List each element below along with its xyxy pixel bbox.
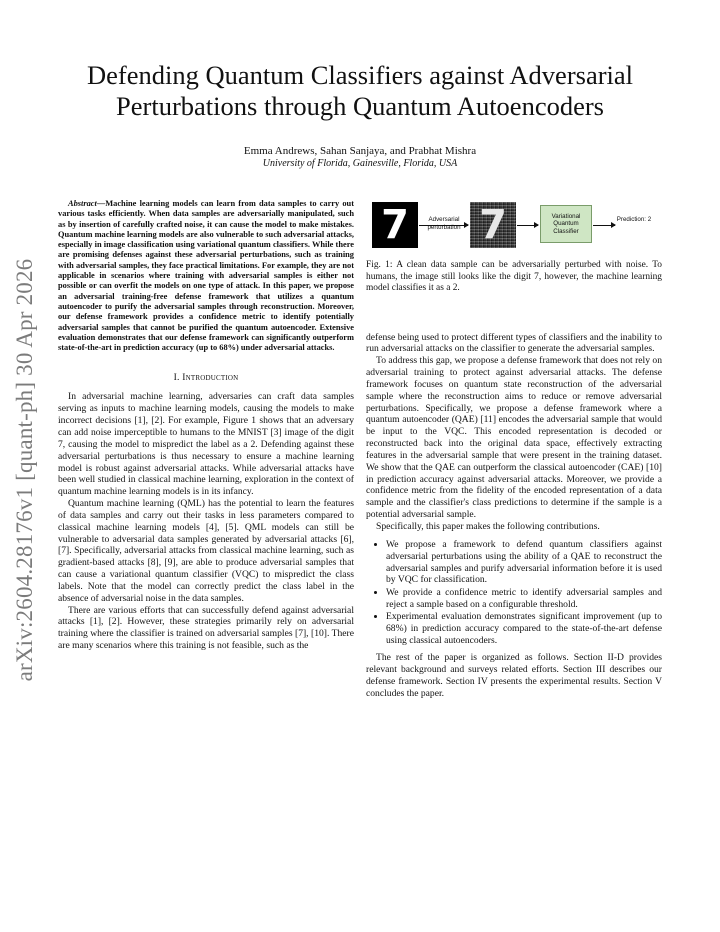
abstract-text: Machine learning models can learn from data samples to carry out various tasks efficiently. When data samples are adversarially manipulated, such as by insertion of carefully crafted noise, it can cause the model to make mistakes. Quantum machine learning models are also vulnerable to such adversarial attacks, especially in image classification using variational quantum classifiers. While there are promising defenses against these adversarial perturbations, such as training with adversarial samples, they face practical limitations. For example, they are not applicable in scenarios where training with adversarial samples is either not possible or can overfit the models on one type of attack. In this paper, we propose an adversarial training-free defense framework that utilizes a quantum autoencoder to purify the adversarial samples through reconstruction. Moreover, our defense framework provides a confidence metric to identify potentially adversarial samples that cannot be purified the quantum autoencoder. Extensive evaluation demonstrates that our defense framework can significantly outperform state-of-the-art in prediction accuracy (up to 68%) under adversarial attacks. <box>58 199 354 353</box>
author-list: Emma Andrews, Sahan Sanjaya, and Prabhat Mishra <box>243 145 477 157</box>
affiliation: University of Florida, Gainesville, Florida, USA <box>262 158 458 169</box>
classifier-box <box>540 205 592 243</box>
abstract-label: Abstract— <box>68 199 106 208</box>
arrow-to-prediction <box>593 225 615 226</box>
body-paragraph: To address this gap, we propose a defense framework that does not rely on adversarial training to protect against adversarial attacks. The defense framework focuses on quantum state reconstruction of the adversarial sample where the reconstruction aims to reduce or remove adversarial perturbations. Specifically, we propose a defense framework where a quantum autoencoder (QAE) [11] encodes the adversarial sample that would be input to the VQC. This encoded representation is decoded or reconstructed back into the original data space, effectively extracting features in the adversarial sample that were present in the training dataset. We show that the QAE can outperform the classical autoencoder (CAE) [10] in prediction accuracy against adversarial attacks. Moreover, we provide a confidence metric from the fidelity of the encoded representation of a data sample and the classifier's class predictions to determine if the sample is a potential adversarial sample. <box>366 355 662 521</box>
intro-paragraph: Quantum machine learning (QML) has the potential to learn the features of data samples and carry out their tasks in less parameters compared to classical machine learning models [4], [5]. QML models can still be vulnerable to adversarial data samples generated by adversarial attacks [6], [7]. Specifically, adversarial attacks from classical machine learning, such as gradient-based attacks [8], [9], are able to produce adversarial samples that can cause a variational quantum classifier (VQC) to mispredict the class labels. Note that the model can correctly predict the class label in the absence of adversarial noise in the data samples. <box>58 498 354 604</box>
section-heading-introduction <box>58 372 354 383</box>
contribution-item: • Experimental evaluation demonstrates significant improvement (up to 68%) in prediction accuracy compared to the state-of-the-art defense using classical autoencoders. <box>386 611 662 647</box>
contribution-list <box>366 539 662 647</box>
contribution-item: • We propose a framework to defend quantum classifiers against adversarial perturbations using the ability of a QAE to reconstruct the adversarial samples and purify adversarial information before it is used by VQC for classification. <box>386 539 662 586</box>
noisy-digit-image: 7 <box>470 202 516 248</box>
body-paragraph: defense being used to protect different types of classifiers and the inability to run adversarial attacks on the classifier to generate the adversarial samples. <box>366 331 662 355</box>
body-paragraph: The rest of the paper is organized as follows. Section II-D provides relevant background and surveys related efforts. Section III describes our defense framework. Section IV presents the experimental results. Section V concludes the paper. <box>366 652 662 699</box>
arxiv-identifier <box>6 260 44 680</box>
left-column <box>58 199 354 652</box>
contribution-item: • We provide a confidence metric to identify adversarial samples and reject a sample based on a configurable threshold. <box>386 587 662 611</box>
clean-digit-image: 7 <box>372 202 418 248</box>
arxiv-identifier-text: arXiv:2604.28176v1 [quant-ph] 30 Apr 2026 <box>12 258 37 682</box>
perturbation-label: Adversarial perturbation <box>427 216 461 231</box>
abstract <box>58 199 354 353</box>
body-paragraph: Specifically, this paper makes the following contributions. <box>376 521 600 532</box>
figure-1-diagram <box>366 198 662 258</box>
figure-caption: Fig. 1: A clean data sample can be adversarially perturbed with noise. To humans, the image still looks like the digit 7, however, the machine learning model classifies it as a 2. <box>366 260 662 293</box>
classifier-label: Variational Quantum Classifier <box>551 212 581 235</box>
arrow-to-classifier <box>517 225 538 226</box>
right-body <box>366 332 662 700</box>
right-column <box>366 198 662 700</box>
prediction-label: Prediction: 2 <box>616 216 652 223</box>
paper-title: Defending Quantum Classifiers against Adversarial Perturbations through Quantum Autoencoders <box>86 60 634 121</box>
section-number: I. <box>173 372 180 384</box>
intro-paragraph: There are various efforts that can successfully defend against adversarial attacks [1], [2]. However, these strategies primarily rely on adversarial training where the classifier is trained on adversarial samples [7], [10]. There are many scenarios where this training is not feasible, such as the <box>58 604 354 652</box>
intro-paragraph: In adversarial machine learning, adversaries can craft data samples serving as inputs to machine learning models, causing the models to make incorrect decisions [1], [2]. For example, Figure 1 shows that an adversary can add noise imperceptible to humans to the MNIST [3] image of the digit 7, causing the model to mispredict the label as a 2. Defending against these adversarial perturbations is thus necessary to ensure a machine learning model is robust against adversarial attacks. While adversarial attacks have been well studied in classical machine learning, exploration in the context of quantum machine learning models is in its infancy. <box>58 391 354 498</box>
section-title: Introduction <box>182 372 239 384</box>
